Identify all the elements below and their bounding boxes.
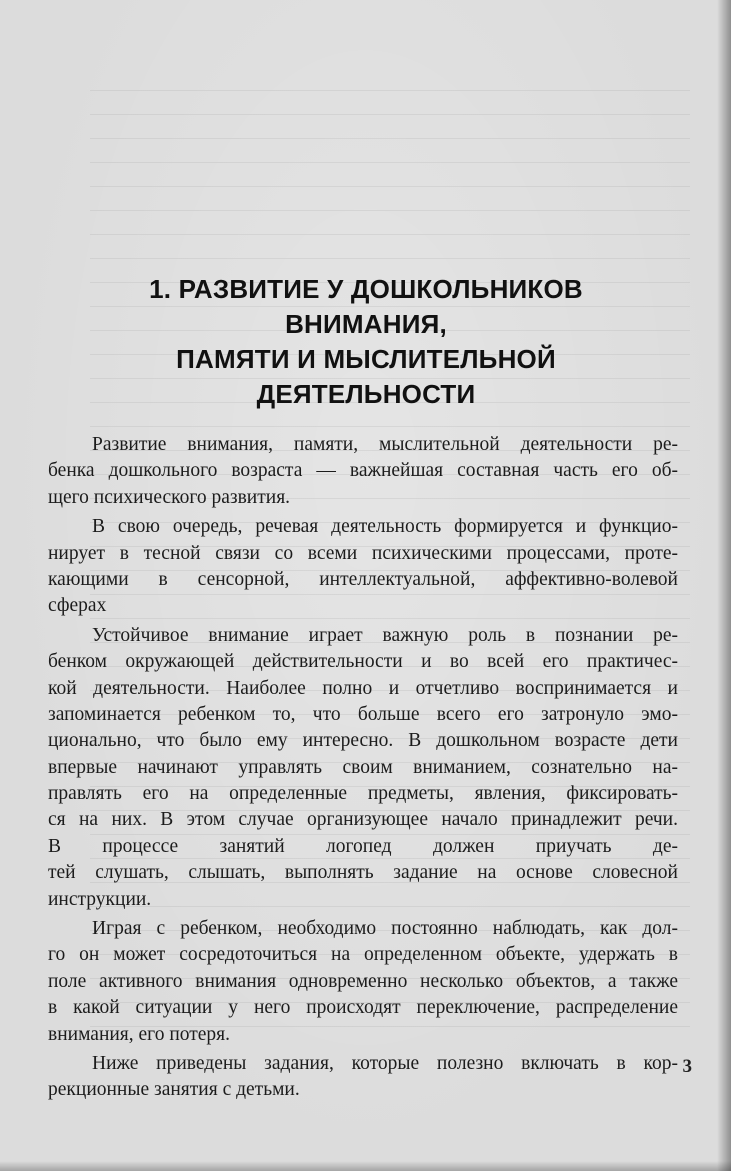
page-edge-shadow — [0, 1161, 731, 1171]
chapter-title-line: ДЕЯТЕЛЬНОСТИ — [256, 379, 476, 409]
text-line: кой деятельности. Наиболее полно и отчетливо воспринимается и — [48, 677, 678, 699]
text-line: рекционные занятия с детьми. — [48, 1079, 300, 1101]
text-line: инструкции. — [48, 888, 152, 910]
text-line: сферах — [48, 595, 107, 617]
paragraph — [48, 1051, 678, 1104]
text-line: кающими в сенсорной, интеллектуальной, аффективно-волевой — [48, 568, 678, 590]
body-text — [48, 432, 678, 1104]
text-line: ционально, что было ему интересно. В дошкольном возрасте дети — [48, 730, 678, 752]
text-line: правлять его на определенные предметы, явления, фиксировать- — [48, 783, 678, 805]
page-number: 3 — [682, 1056, 692, 1077]
text-line: Устойчивое внимание играет важную роль в познании ре- — [92, 624, 678, 646]
text-line: бенка дошкольного возраста — важнейшая составная часть его об- — [48, 460, 678, 482]
paragraph — [48, 514, 678, 620]
text-line: впервые начинают управлять своим вниманием, сознательно на- — [48, 756, 678, 778]
text-line: го он может сосредоточиться на определенном объекте, удержать в — [48, 944, 678, 966]
paragraph — [48, 432, 678, 511]
chapter-title-line: 1. РАЗВИТИЕ У ДОШКОЛЬНИКОВ — [149, 274, 583, 304]
text-line: В свою очередь, речевая деятельность формируется и функцио- — [92, 516, 678, 538]
paragraph — [48, 916, 678, 1048]
text-line: Развитие внимания, памяти, мыслительной деятельности ре- — [92, 434, 678, 455]
text-line: Играя с ребенком, необходимо постоянно наблюдать, как дол- — [92, 918, 678, 940]
chapter-title — [60, 272, 672, 412]
text-line: запоминается ребенком то, что больше всего его затронуло эмо- — [48, 703, 678, 725]
text-line: В процессе занятий логопед должен приучать де- — [48, 835, 678, 857]
chapter-title-line: ПАМЯТИ И МЫСЛИТЕЛЬНОЙ — [176, 344, 556, 374]
text-line: Ниже приведены задания, которые полезно включать в кор- — [92, 1052, 678, 1074]
text-line: тей слушать, слышать, выполнять задание на основе словесной — [48, 862, 678, 884]
text-line: нирует в тесной связи со всеми психическими процессами, проте- — [48, 542, 678, 564]
text-line: внимания, его потеря. — [48, 1023, 231, 1045]
text-line: бенком окружающей действительности и во всей его практичес- — [48, 651, 678, 673]
chapter-title-line: ВНИМАНИЯ, — [285, 309, 447, 339]
page-edge-shadow — [717, 0, 731, 1171]
text-line: ся на них. В этом случае организующее начало принадлежит речи. — [48, 809, 678, 831]
text-line: поле активного внимания одновременно несколько объектов, а также — [48, 970, 678, 992]
text-line: в какой ситуации у него происходят переключение, распределение — [48, 997, 678, 1019]
text-line: щего психического развития. — [48, 486, 291, 508]
paragraph — [48, 623, 678, 913]
